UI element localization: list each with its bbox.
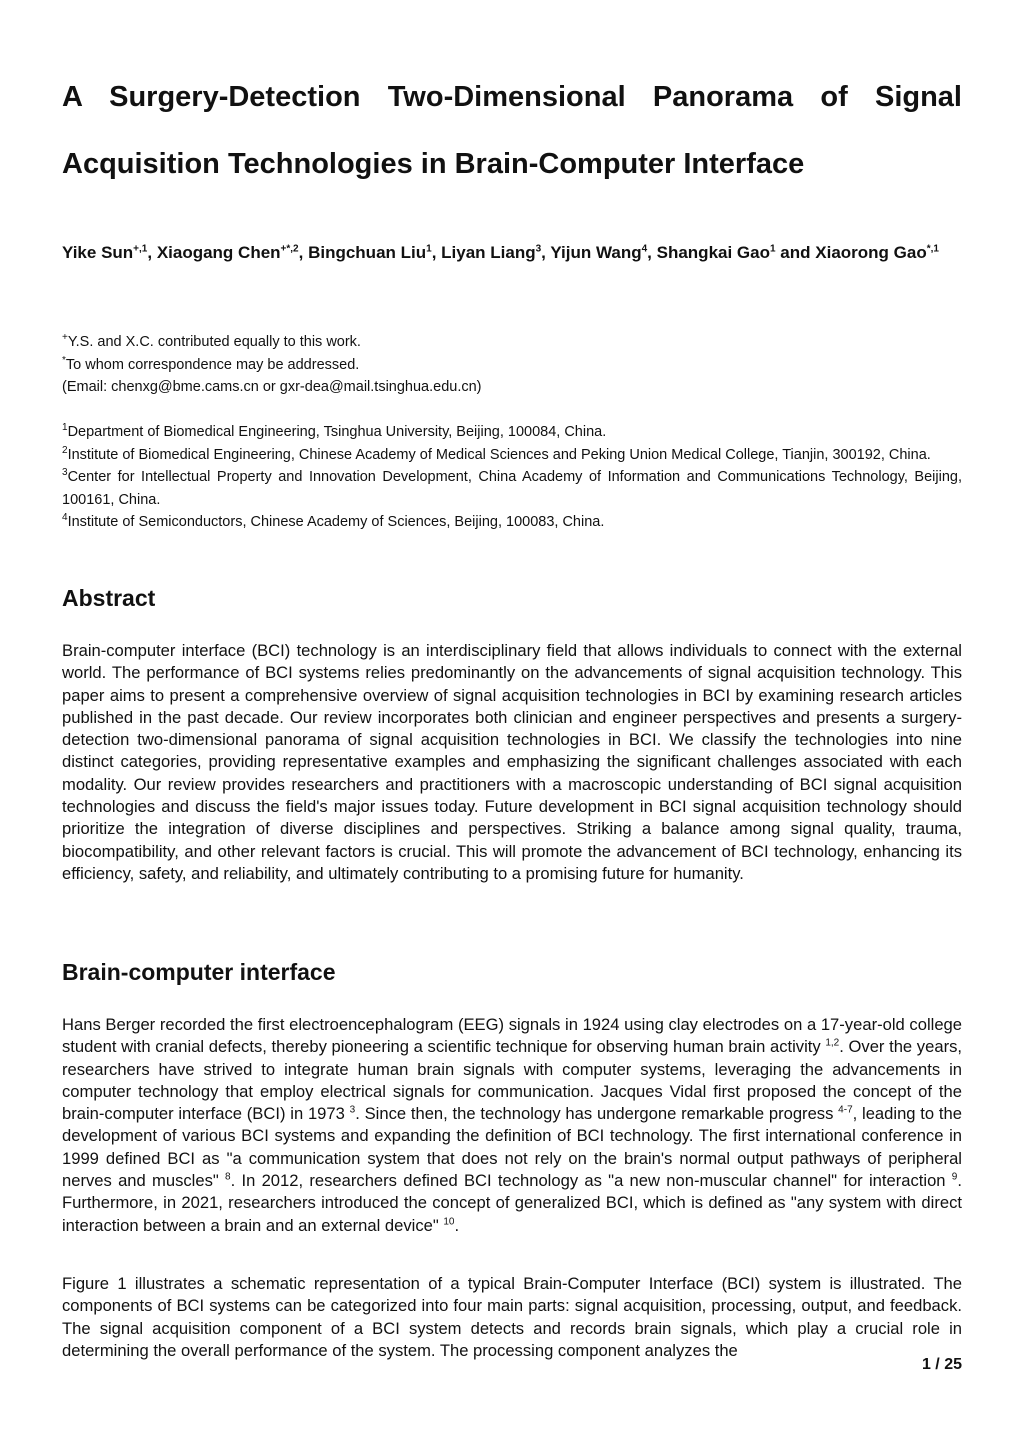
bci-paragraph-1: Hans Berger recorded the first electroencephalogram (EEG) signals in 1924 using clay electrodes on a 17-year-old college student with cranial defects, thereby pioneering a scientific technique for observing human brain activity $^{1,2}$. Over the years, researchers have strived to integrate human brain signals with computer systems, leveraging the advancements in computer technology that employ electrical signals for communication. Jacques Vidal first proposed the concept of the brain-computer interface (BCI) in 1973 $^3$. Since then, the technology has undergone remarkable progress $^{4-7}$, leading to the development of various BCI systems and expanding the definition of BCI technology. The first international conference in 1999 defined BCI as "a communication system that does not rely on the brain's normal output pathways of peripheral nerves and muscles" $^8$. In 2012, researchers defined BCI technology as "a new non-muscular channel" for interaction $^9$. Furthermore, in 2021, researchers introduced the concept of generalized BCI, which is defined as "any system with direct interaction between a brain and an external device" $^{10}$. bbox=[62, 1015, 962, 1235]
citation: 3 bbox=[349, 1104, 356, 1116]
citation: 4-7 bbox=[838, 1104, 853, 1116]
citation: 10 bbox=[443, 1216, 455, 1228]
citation: 8 bbox=[225, 1171, 231, 1183]
author: Shangkai Gao$^1$ bbox=[656, 243, 776, 262]
bci-paragraph-2: Figure 1 illustrates a schematic representation of a typical Brain-Computer Interface (BCI) system is illustrated. The components of BCI systems can be categorized into four main parts: signal acquisition, processing, output, and feedback. The signal acquisition component of a BCI system detects and records brain signals, which play a crucial role in determining the overall performance of the system. The processing component analyzes the bbox=[62, 1274, 962, 1360]
page-number: 1 / 25 bbox=[921, 1356, 962, 1373]
correspondence-note: *To whom correspondence may be addressed. bbox=[62, 354, 360, 373]
section-heading-bci: Brain-computer interface bbox=[62, 959, 336, 985]
abstract-body: Brain-computer interface (BCI) technology is an interdisciplinary field that allows individuals to connect with the external world. The performance of BCI systems relies predominantly on the advancements of signal acquisition technology. This paper aims to present a comprehensive overview of signal acquisition technologies in BCI by examining research articles published in the past decade. Our review incorporates both clinician and engineer perspectives and presents a surgery-detection two-dimensional panorama of signal acquisition technologies in BCI. We classify the technologies into nine distinct categories, providing representative examples and emphasizing the significant challenges associated with each modality. Our review provides researchers and practitioners with a macroscopic understanding of BCI signal acquisition technologies and discuss the field's major issues today. Future development in BCI signal acquisition technology should prioritize the integration of diverse disciplines and perspectives. Striking a balance among signal quality, trauma, biocompatibility, and other relevant factors is crucial. This will promote the advancement of BCI technology, enhancing its efficiency, safety, and reliability, and ultimately contributing to a promising future for humanity. bbox=[62, 641, 962, 883]
equal-contribution-note: +Y.S. and X.C. contributed equally to this work. bbox=[62, 332, 361, 350]
author-notes bbox=[62, 331, 962, 399]
author-list: Yike Sun$^{+,1}$, Xiaogang Chen$^{+*,2}$, Bingchuan Liu$^1$, Liyan Liang$^3$, Yijun Wang$^4$, Shangkai Gao$^1$ and Xiaorong Gao$^{*,1}$ bbox=[62, 243, 939, 262]
abstract-heading: Abstract bbox=[62, 585, 156, 611]
paper-title-line-2: Acquisition Technologies in Brain-Computer Interface bbox=[62, 148, 805, 180]
citation: 1,2 bbox=[825, 1037, 840, 1049]
author: Yijun Wang$^4$ bbox=[550, 243, 648, 262]
citation: 9 bbox=[951, 1171, 958, 1183]
affiliation: $^4$Institute of Semiconductors, Chinese Academy of Sciences, Beijing, 100083, China. bbox=[62, 512, 605, 530]
author: Bingchuan Liu$^1$ bbox=[308, 243, 432, 262]
author: Yike Sun$^{+,1}$ bbox=[62, 243, 148, 262]
author-conjunction: and bbox=[780, 243, 811, 262]
author: Xiaogang Chen$^{+*,2}$ bbox=[156, 243, 299, 262]
affiliations bbox=[62, 421, 962, 534]
affiliation: $^2$Institute of Biomedical Engineering, Chinese Academy of Medical Sciences and Peking Union Medical College, Tianjin, 300192, China. bbox=[62, 444, 931, 463]
affiliation: $^1$Department of Biomedical Engineering, Tsinghua University, Beijing, 100084, China. bbox=[62, 422, 607, 440]
author: Liyan Liang$^3$ bbox=[441, 243, 542, 262]
email-note: (Email: chenxg@bme.cams.cn or gxr-dea@mail.tsinghua.edu.cn) bbox=[62, 379, 482, 395]
author: Xiaorong Gao$^{*,1}$ bbox=[815, 243, 939, 262]
affiliation: $^3$Center for Intellectual Property and Innovation Development, China Academy of Information and Communications Technology, Beijing, 100161, China. bbox=[62, 467, 962, 508]
paper-title-line-1: A Surgery-Detection Two-Dimensional Panorama of Signal bbox=[62, 81, 962, 113]
